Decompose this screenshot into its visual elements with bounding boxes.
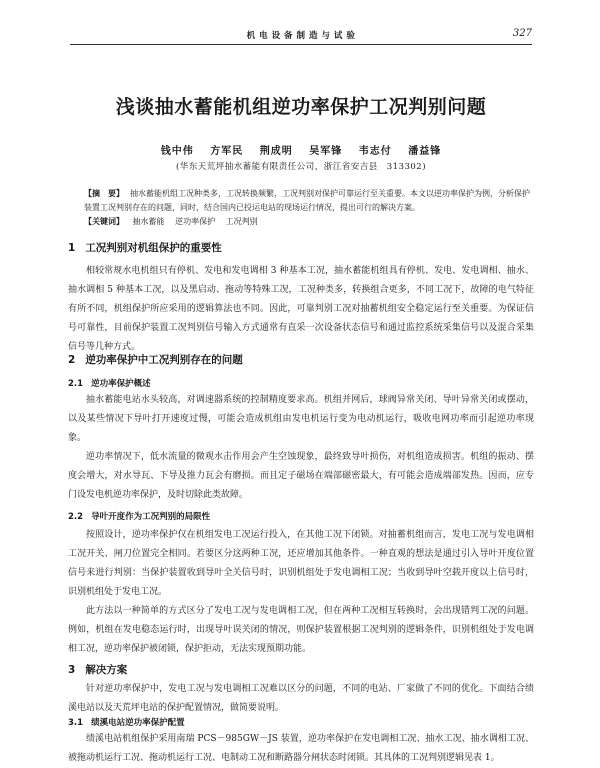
keywords-label: 【关键词】: [84, 216, 124, 226]
paragraph: 抽水蓄能电站水头较高，对调速器系统的控制精度要求高。机组并网后，球阀异常关闭、导叶异常关闭或摆动，以及某些情况下导叶打开速度过慢，可能会造成机组由发电机运行变为电动机运行，吸收电网功率而引起逆功率现象。: [68, 395, 534, 443]
abstract: [84, 186, 534, 215]
paragraph: 相较常规水电机组只有停机、发电和发电调相 3 种基本工况，抽水蓄能机组具有停机、发电、发电调相、抽水、抽水调相 5 种基本工况，以及黑启动、拖动等特殊工况，工况种类多，转换组合更多，不同工况下，故障的电气特征有所不同，机组保护所应采用的逻辑算法也不同。因此，可靠判别工况对抽蓄机组安全稳定运行至关重要。为保证信号可靠性，目前保护装置工况判别信号输入方式通常有直采一次设备状态信号和通过监控系统采集信号以及混合采集信号等几种方式。: [68, 266, 534, 352]
section-heading-3: [68, 662, 127, 677]
paragraph: 按照设计，逆功率保护仅在机组发电工况运行投入，在其他工况下闭锁。对抽蓄机组而言，发电工况与发电调相工况开关、闸刀位置完全相同。若要区分这两种工况，还应增加其他条件。一种直观的想法是通过引入导叶开度位置信号来进行判别：当保护装置收到导叶全关信号时，识别机组处于发电调相工况；当收到导叶空载开度以上信号时，识别机组处于发电工况。: [68, 530, 534, 597]
subsection-title: 导叶开度作为工况判别的局限性: [91, 512, 211, 522]
section-title: 工况判别对机组保护的重要性: [85, 242, 222, 254]
keyword: 工况判别: [225, 217, 258, 226]
paragraph: 针对逆功率保护中，发电工况与发电调相工况难以区分的问题，不同的电站、厂家做了不同的优化。下面结合绩溪电站以及天荒坪电站的保护配置情况，做简要说明。: [68, 684, 534, 713]
affiliation: (华东天荒坪抽水蓄能有限责任公司，浙江省安吉县 313302): [175, 162, 427, 172]
author: 吴军锋: [309, 146, 343, 157]
running-head: [70, 28, 532, 45]
paper-title: 浅谈抽水蓄能机组逆功率保护工况判别问题: [115, 96, 487, 118]
abstract-label: 【摘 要】: [84, 188, 124, 198]
author-list: [70, 142, 532, 157]
section-heading-1: [68, 240, 222, 255]
journal-name: 机 电 设 备 制 造 与 试 验: [246, 31, 356, 41]
section-title: 解决方案: [85, 664, 128, 676]
subsection-heading-3-1: [68, 716, 185, 728]
paragraph: 绩溪电站机组保护采用南瑞 PCS－985GW－JS 装置，逆功率保护在发电调相工况、抽水工况、抽水调相工况、被拖动机运行工况、拖动机运行工况、电制动工况和断路器分闸状态时闭锁。其具体的工况判别逻辑见表 1。: [68, 734, 534, 763]
section-number: 2: [68, 354, 76, 366]
subsection-number: 3.1: [68, 718, 84, 728]
author: 方军民: [210, 146, 244, 157]
subsection-number: 2.1: [68, 379, 84, 389]
section-title: 逆功率保护中工况判别存在的问题: [85, 354, 243, 366]
subsection-title: 逆功率保护概述: [91, 379, 151, 389]
author: 潘益锋: [408, 146, 442, 157]
keyword: 抽水蓄能: [132, 217, 165, 226]
paragraph: 逆功率情况下，低水流量的微观水击作用会产生空蚀现象，最终致导叶损伤，对机组造成损害。机组的振动、摆度会增大，对水导瓦、下导及推力瓦会有磨损。而且定子磁场在端部磁密最大，有可能会造成端部发热。因而，应专门设发电机逆功率保护，及时切除此类故障。: [68, 452, 534, 500]
section-heading-2: [68, 352, 243, 367]
section-number: 3: [68, 664, 76, 676]
keyword: 逆功率保护: [175, 217, 216, 226]
subsection-heading-2-1: [68, 377, 151, 389]
paragraph: 此方法以一种简单的方式区分了发电工况与发电调相工况，但在两种工况相互转换时，会出现错判工况的问题。例如，机组在发电稳态运行时，出现导叶误关闭的情况，则保护装置根据工况判别的逻辑条件，识别机组处于发电调相工况，逆功率保护被闭锁，保护拒动，无法实现预期功能。: [68, 606, 534, 654]
subsection-title: 绩溪电站逆功率保护配置: [91, 718, 185, 728]
keywords: [84, 216, 534, 227]
section-number: 1: [68, 242, 76, 254]
author: 钱中伟: [160, 146, 194, 157]
abstract-text: 抽水蓄能机组工况种类多，工况转换频繁，工况判别对保护可靠运行至关重要。本文以逆功率保护为例，分析保护装置工况判别存在的问题，同时，结合国内已投运电站的现场运行情况，提出可行的解决方案。: [84, 189, 530, 212]
subsection-number: 2.2: [68, 512, 84, 522]
author: 荆成明: [259, 146, 293, 157]
subsection-heading-2-2: [68, 510, 210, 522]
author: 韦志付: [358, 146, 392, 157]
page-number: 327: [512, 28, 532, 39]
